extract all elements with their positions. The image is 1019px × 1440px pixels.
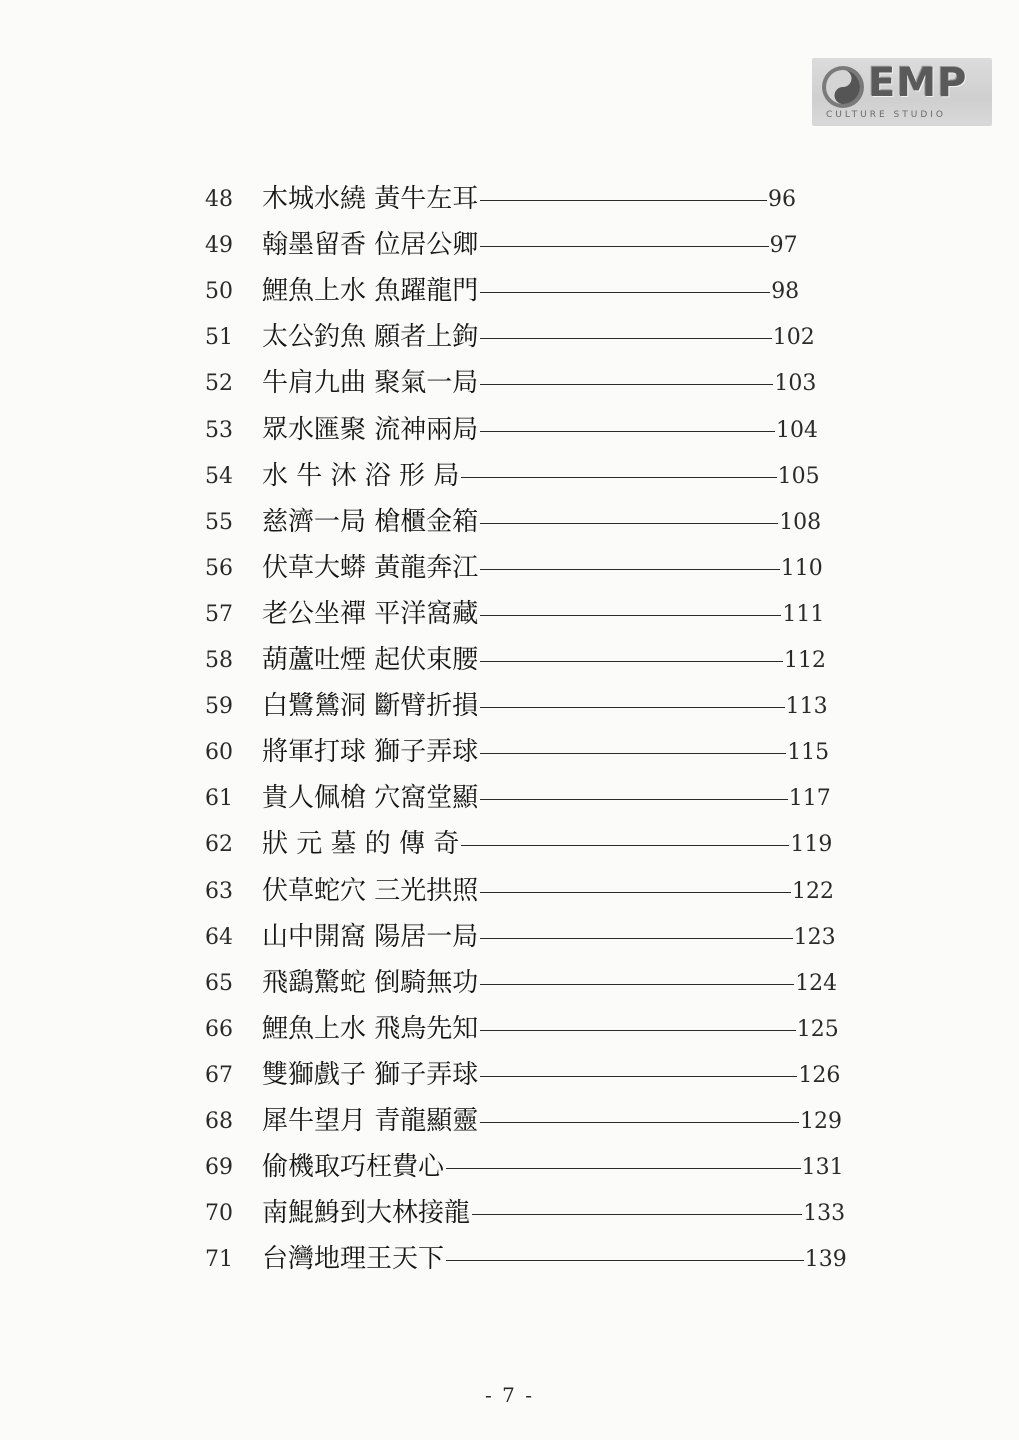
toc-leader-line xyxy=(480,431,775,432)
toc-entry-page: 108 xyxy=(779,509,822,535)
toc-leader-line xyxy=(461,477,777,478)
toc-entry-page: 133 xyxy=(803,1201,846,1227)
toc-leader-line xyxy=(472,1214,802,1215)
toc-leader-line xyxy=(480,1076,797,1077)
toc-entry xyxy=(0,1057,1019,1097)
toc-entry-title: 狀 元 墓 的 傳 奇 xyxy=(262,829,460,860)
toc-entry xyxy=(0,458,1019,498)
toc-entry-page: 125 xyxy=(796,1016,839,1042)
toc-entry-page: 115 xyxy=(787,740,830,766)
toc-entry-title: 伏草大蟒 黃龍奔江 xyxy=(262,552,479,583)
toc-entry-title: 貴人佩槍 穴窩堂顯 xyxy=(262,783,479,814)
toc-entry-number: 54 xyxy=(205,463,233,489)
logo-subtext: CULTURE STUDIO xyxy=(826,110,946,120)
toc-entry-number: 49 xyxy=(205,233,233,259)
toc-entry-page: 112 xyxy=(784,648,826,673)
toc-entry-number: 62 xyxy=(205,832,233,858)
toc-leader-line xyxy=(480,892,791,893)
toc-entry-page: 102 xyxy=(772,325,815,351)
toc-entry xyxy=(0,227,1019,267)
toc-entry xyxy=(0,642,1019,682)
toc-entry xyxy=(0,550,1019,590)
toc-entry-title: 慈濟一局 槍櫃金箱 xyxy=(262,506,479,537)
toc-entry-page: 129 xyxy=(800,1109,842,1134)
toc-entry-title: 鯉魚上水 魚躍龍門 xyxy=(262,276,479,307)
toc-leader-line xyxy=(480,661,783,662)
toc-entry-page: 126 xyxy=(798,1062,841,1088)
toc-entry-number: 64 xyxy=(205,924,233,950)
toc-entry xyxy=(0,1011,1019,1051)
toc-leader-line xyxy=(480,707,785,708)
toc-entry-page: 122 xyxy=(792,878,834,904)
toc-entry-title: 牛肩九曲 聚氣一局 xyxy=(262,368,479,399)
toc-leader-line xyxy=(480,1030,796,1031)
toc-entry-page: 113 xyxy=(785,694,828,720)
toc-entry-number: 55 xyxy=(205,509,233,535)
toc-entry xyxy=(0,319,1019,359)
toc-leader-line xyxy=(480,615,781,616)
toc-entry-title: 翰墨留香 位居公卿 xyxy=(262,230,479,261)
toc-entry xyxy=(0,273,1019,313)
toc-entry-title: 台灣地理王天下 xyxy=(262,1244,445,1275)
toc-entry-number: 53 xyxy=(205,417,233,443)
toc-entry-number: 56 xyxy=(205,555,233,581)
toc-entry xyxy=(0,919,1019,959)
toc-entry-title: 南鯤鯓到大林接龍 xyxy=(262,1198,471,1229)
toc-leader-line xyxy=(480,523,778,524)
toc-entry xyxy=(0,780,1019,820)
toc-entry-number: 52 xyxy=(205,371,233,397)
toc-entry-page: 97 xyxy=(769,233,798,259)
toc-entry xyxy=(0,826,1019,866)
toc-leader-line xyxy=(480,292,770,293)
toc-leader-line xyxy=(480,246,769,247)
toc-entry-number: 68 xyxy=(205,1109,233,1134)
toc-leader-line xyxy=(480,200,767,201)
toc-leader-line xyxy=(480,338,772,339)
toc-entry-page: 104 xyxy=(776,417,818,443)
toc-entry-title: 白鷺鷥洞 斷臂折損 xyxy=(262,691,479,722)
toc-entry-page: 111 xyxy=(782,601,825,627)
toc-entry-title: 將軍打球 獅子弄球 xyxy=(262,737,479,768)
page-number: - 7 - xyxy=(485,1383,534,1407)
toc-entry-title: 木城水繞 黃牛左耳 xyxy=(262,184,479,214)
toc-entry-number: 69 xyxy=(205,1155,233,1181)
toc-leader-line xyxy=(480,799,788,800)
toc-entry xyxy=(0,1241,1019,1281)
toc-entry xyxy=(0,596,1019,636)
toc-leader-line xyxy=(480,753,786,754)
toc-leader-line xyxy=(446,1168,801,1169)
toc-entry-page: 124 xyxy=(795,970,838,996)
toc-entry xyxy=(0,965,1019,1005)
toc-entry xyxy=(0,181,1019,221)
toc-entry-number: 61 xyxy=(205,786,233,812)
toc-entry xyxy=(0,873,1019,913)
toc-entry xyxy=(0,365,1019,405)
toc-entry-page: 98 xyxy=(771,279,800,305)
toc-entry-number: 65 xyxy=(205,970,233,996)
toc-entry xyxy=(0,734,1019,774)
toc-leader-line xyxy=(446,1260,804,1261)
toc-entry-title: 老公坐禪 平洋窩藏 xyxy=(262,598,479,629)
toc-leader-line xyxy=(480,1122,799,1123)
toc-entry-title: 伏草蛇穴 三光拱照 xyxy=(262,875,479,906)
toc-entry-page: 123 xyxy=(793,924,836,950)
toc-entry-title: 眾水匯聚 流神兩局 xyxy=(262,414,479,445)
toc-entry-number: 50 xyxy=(205,279,233,305)
toc-entry-number: 67 xyxy=(205,1062,233,1088)
toc-entry-number: 59 xyxy=(205,694,233,720)
toc-entry xyxy=(0,1149,1019,1189)
toc-entry-page: 117 xyxy=(788,786,831,812)
toc-entry-page: 119 xyxy=(790,832,833,858)
toc-leader-line xyxy=(480,384,773,385)
toc-entry-title: 飛鷂驚蛇 倒騎無功 xyxy=(262,967,479,998)
toc-entry-number: 71 xyxy=(205,1247,233,1273)
toc-entry-number: 66 xyxy=(205,1016,233,1042)
toc-leader-line xyxy=(461,845,789,846)
toc-entry-page: 105 xyxy=(777,463,820,489)
toc-entry-page: 131 xyxy=(801,1155,844,1181)
toc-entry-page: 110 xyxy=(780,555,823,581)
toc-entry-title: 犀牛望月 青龍顯靈 xyxy=(262,1106,479,1136)
toc-entry-title: 葫蘆吐煙 起伏束腰 xyxy=(262,645,479,675)
toc-entry-number: 57 xyxy=(205,601,233,627)
toc-entry-number: 70 xyxy=(205,1201,233,1227)
toc-entry xyxy=(0,412,1019,452)
toc-entry-number: 58 xyxy=(205,648,233,673)
logo-text: EMP xyxy=(868,60,968,106)
toc-entry xyxy=(0,1103,1019,1143)
toc-entry xyxy=(0,1195,1019,1235)
toc-entry-title: 雙獅戲子 獅子弄球 xyxy=(262,1059,479,1090)
toc-entry-page: 96 xyxy=(768,187,796,212)
toc-entry-number: 63 xyxy=(205,878,233,904)
toc-leader-line xyxy=(480,569,780,570)
toc-entry-title: 太公釣魚 願者上鉤 xyxy=(262,322,479,353)
toc-entry-number: 51 xyxy=(205,325,233,351)
toc-entry-number: 48 xyxy=(205,187,233,212)
toc-leader-line xyxy=(480,984,794,985)
toc-leader-line xyxy=(480,938,793,939)
toc-entry-title: 山中開窩 陽居一局 xyxy=(262,921,479,952)
toc-entry-title: 鯉魚上水 飛鳥先知 xyxy=(262,1013,479,1044)
toc-entry xyxy=(0,688,1019,728)
toc-entry-number: 60 xyxy=(205,740,233,766)
toc-entry-title: 偷機取巧枉費心 xyxy=(262,1152,445,1183)
toc-entry-page: 139 xyxy=(804,1247,847,1273)
toc-entry xyxy=(0,504,1019,544)
toc-entry-title: 水 牛 沐 浴 形 局 xyxy=(262,460,460,491)
toc-entry-page: 103 xyxy=(774,371,817,397)
